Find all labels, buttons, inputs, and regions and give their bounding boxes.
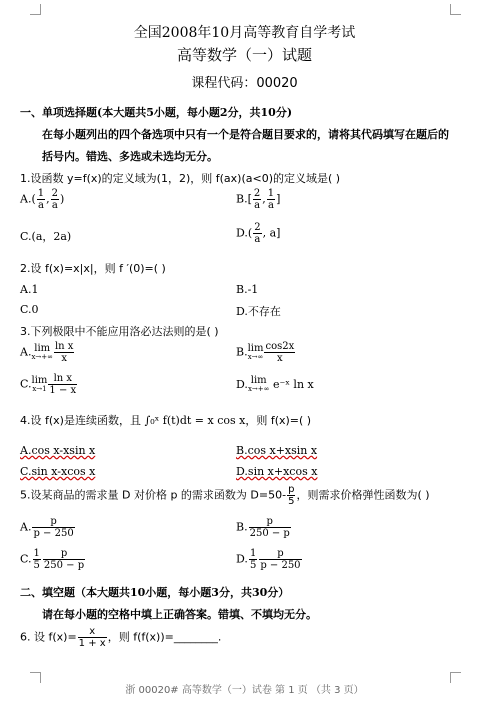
q4-option-d: D.sin x+xcos x (236, 465, 318, 478)
crop-mark-top-right (450, 4, 461, 15)
q2-option-b: B.-1 (236, 283, 259, 296)
q6-stem: 6. 设 f(x)= $\frac{x}{1 + x}$ ，则 f(f(x))=________. (20, 626, 222, 649)
exam-title-line1: 全国2008年10月高等教育自学考试 (133, 25, 356, 41)
q1-option-a: A.( $\frac{1}{a}$ , $\frac{2}{a}$ ) (20, 188, 65, 211)
q5-stem: 5.设某商品的需求量 D 对价格 p 的需求函数为 D=50- $\frac{p}{5}$ ，则需求价格弹性函数为( ) (20, 484, 430, 507)
q4-option-a: A.cos x-xsin x (20, 444, 96, 457)
section2-heading: 二、填空题（本大题共10小题，每小题3分，共30分） (20, 586, 290, 599)
section1-instruction-1: 在每小题列出的四个备选项中只有一个是符合题目要求的，请将其代码填写在题后的 (42, 128, 449, 141)
q2-option-c: C.0 (20, 303, 39, 316)
q2-option-d: D.不存在 (236, 305, 281, 318)
q3-option-a: A. lim x→+∞ $\frac{\text{ln x}}{x}$ (20, 341, 74, 364)
q5-option-d: D. $\frac{1}{5}$ $\frac{p}{p - 250}$ (236, 548, 301, 571)
q3-stem: 3.下列极限中不能应用洛必达法则的是( ) (20, 325, 219, 338)
q2-option-a: A.1 (20, 283, 39, 296)
q4-integral: ∫₀ˣ f(t)dt = x cos x (144, 414, 246, 427)
q4-stem: 4.设 f(x)是连续函数，且 ∫₀ˣ f(t)dt = x cos x，则 f(x)=( ) (20, 414, 312, 427)
q1-option-d: D.( $\frac{2}{a}$ , a] (236, 222, 281, 245)
course-code: 课程代码：00020 (191, 76, 298, 91)
exam-title-line2: 高等数学（一）试题 (176, 46, 312, 64)
q3-option-b: B.lim x→∞ $\frac{\cos 2x}{x}$ (236, 341, 295, 364)
q3-option-d: D. lim x→+∞ e⁻ˣ ln x (236, 375, 314, 393)
q3-option-c: C.lim x→1 $\frac{\text{ln x}}{1 - x}$ (20, 373, 77, 396)
q5-option-c: C. $\frac{1}{5}$ $\frac{p}{250 - p}$ (20, 548, 85, 571)
q1-stem: 1.设函数 y=f(x)的定义域为(1，2)，则 f(ax)(a<0)的定义域是( ) (20, 172, 341, 185)
page-footer: 浙 00020# 高等数学（一）试卷 第 1 页 （共 3 页） (125, 685, 364, 696)
section2-instruction: 请在每小题的空格中填上正确答案。错填、不填均无分。 (42, 608, 317, 621)
section1-heading: 一、单项选择题(本大题共5小题，每小题2分，共10分) (20, 106, 293, 119)
crop-mark-top-left (30, 4, 41, 15)
q4-option-c: C.sin x-xcos x (20, 465, 96, 478)
q5-option-a: A. $\frac{p}{p - 250}$ (20, 516, 74, 539)
q1-option-b: B.[ $\frac{2}{a}$ , $\frac{1}{a}$ ] (236, 188, 281, 211)
q5-option-b: B. $\frac{p}{250 - p}$ (236, 516, 290, 539)
section1-instruction-2: 括号内。错选、多选或未选均无分。 (42, 150, 218, 163)
q4-option-b: B.cos x+xsin x (236, 444, 318, 457)
q2-stem: 2.设 f(x)=x|x|，则 f ′(0)=( ) (20, 262, 166, 275)
q1-option-c: C.(a，2a) (20, 230, 72, 243)
